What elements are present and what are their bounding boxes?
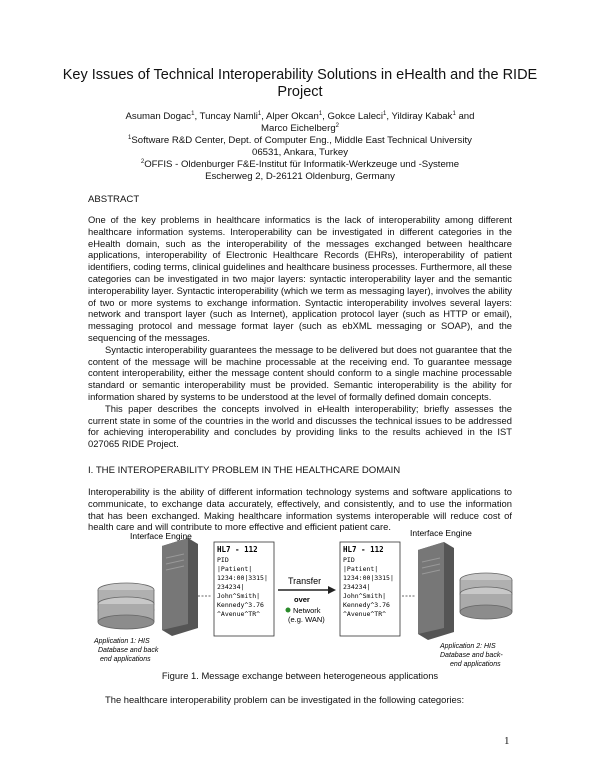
network-example: (e.g. WAN) — [288, 615, 325, 624]
abstract-paragraph: Syntactic interoperability guarantees the message to be delivered but does not guarantee that the content of the message will be machine processable at the receiving end. To guarantee message content interoperability, either the message content should conform to a single machine processable standard or semantic interoperability must be provided. Semantic interoperability is the ability for information shared by systems to be understood at the level of formally defined domain concepts. — [88, 343, 512, 402]
author-line-2: Marco Eichelberg$^2$ — [261, 122, 339, 134]
left-app-label: end applications — [100, 656, 151, 663]
section-paragraph: Interoperability is the ability of different information technology systems and software applications to communicate, to exchange data accurately, effectively, and consistently, and to use the information that has been exchanged. Making healthcare information systems interoperable will reduce cost of health care and will contribute to more effective and efficient patient care. — [88, 486, 512, 533]
page-number: 1 — [504, 735, 510, 747]
section-body — [88, 486, 512, 533]
message-line: 1234:00|3315| — [217, 574, 268, 582]
message-line: |Patient| — [343, 565, 379, 573]
message-line: PID — [217, 556, 229, 564]
network-bullet-icon — [286, 608, 291, 613]
right-app-label: Database and back- — [440, 652, 503, 659]
affiliation-1-line-2: 06531, Ankara, Turkey — [252, 147, 348, 158]
right-server-icon — [418, 542, 454, 640]
right-app-label: Application 2: HIS — [440, 643, 496, 650]
section-heading: I. THE INTEROPERABILITY PROBLEM IN THE HEALTHCARE DOMAIN — [88, 465, 401, 476]
message-line: |Patient| — [217, 565, 253, 573]
author-line-1: Asuman Dogac$^1$, Tuncay Namli$^1$, Alper Okcan$^1$, Gokce Laleci$^1$, Yildiray Kabak$^1$ and — [125, 110, 475, 122]
left-message-box — [214, 542, 274, 636]
left-database-icon — [98, 583, 154, 629]
abstract-paragraph: This paper describes the concepts involved in eHealth interoperability; briefly assesses the current state in some of the countries in the world and discusses the technical issues to be addressed for achieving interoperability and concludes by providing links to the results achieved in the IST 027065 RIDE Project. — [88, 402, 512, 450]
message-line: John^Smith| — [343, 592, 387, 600]
figure-caption: Figure 1. Message exchange between heterogeneous applications — [161, 670, 439, 681]
left-engine-label: Interface Engine — [130, 531, 192, 541]
body-text: The healthcare interoperability problem can be investigated in the following categories: — [105, 694, 465, 705]
affiliation-2-line-1: $^2$OFFIS - Oldenburger F&E-Institut für Informatik-Werkzeuge und -Systeme — [140, 158, 460, 170]
transfer-label: Transfer — [288, 576, 322, 586]
abstract-body — [88, 214, 512, 450]
right-app-label: end applications — [450, 661, 501, 668]
transfer-arrow — [278, 576, 336, 624]
message-line: ^Avenue^TR^ — [217, 610, 261, 618]
abstract-heading: ABSTRACT — [88, 194, 140, 205]
right-engine-label: Interface Engine — [410, 528, 472, 538]
message-line: ^Avenue^TR^ — [343, 610, 387, 618]
message-line: HL7 - 112 — [217, 545, 258, 554]
left-app-label: Application 1: HIS — [94, 638, 150, 645]
paper-title: Key Issues of Technical Interoperability Solutions in eHealth and the RIDE Project — [62, 67, 538, 100]
right-database-icon — [460, 573, 512, 619]
left-server-icon — [162, 538, 198, 636]
message-line: John^Smith| — [217, 592, 261, 600]
message-exchange-figure — [88, 528, 516, 668]
message-line: Kennedy^3.76 — [217, 601, 264, 609]
left-app-label: Database and back — [98, 647, 159, 654]
affiliation-2-line-2: Escherweg 2, D-26121 Oldenburg, Germany — [205, 171, 395, 182]
author-block — [70, 111, 530, 183]
message-line: HL7 - 112 — [343, 545, 384, 554]
message-line: Kennedy^3.76 — [343, 601, 390, 609]
message-line: 234234| — [343, 583, 371, 591]
message-line: PID — [343, 556, 355, 564]
affiliation-1-line-1: $^1$Software R&D Center, Dept. of Computer Eng., Middle East Technical University — [128, 134, 472, 146]
over-label: over — [294, 595, 310, 604]
message-line: 234234| — [217, 583, 245, 591]
abstract-paragraph: One of the key problems in healthcare informatics is the lack of interoperability among different healthcare information systems. Interoperability can be investigated in different categories in the eHealth domain, such as the interoperability of the messages exchanged between healthcare applications, interoperability of Electronic Healthcare Records (EHRs), interoperability of patient identifiers, coding terms, clinical guidelines and healthcare business processes. Furthermore, all these categories can be investigated in two major layers: syntactic interoperability layer and the semantic interoperability layer. Syntactic interoperability (which we term as messaging layer), involves the ability of two or more systems to exchange information. Syntactic interoperability involves several layers: network and transport layer (such as Internet), application protocol layer (such as HTTP or email), messaging protocol and message format layer (such as ebXML messaging or SOAP), and the sequencing of the messages. — [88, 214, 512, 343]
message-line: 1234:00|3315| — [343, 574, 394, 582]
network-label: Network — [293, 606, 321, 615]
right-message-box — [340, 542, 400, 636]
